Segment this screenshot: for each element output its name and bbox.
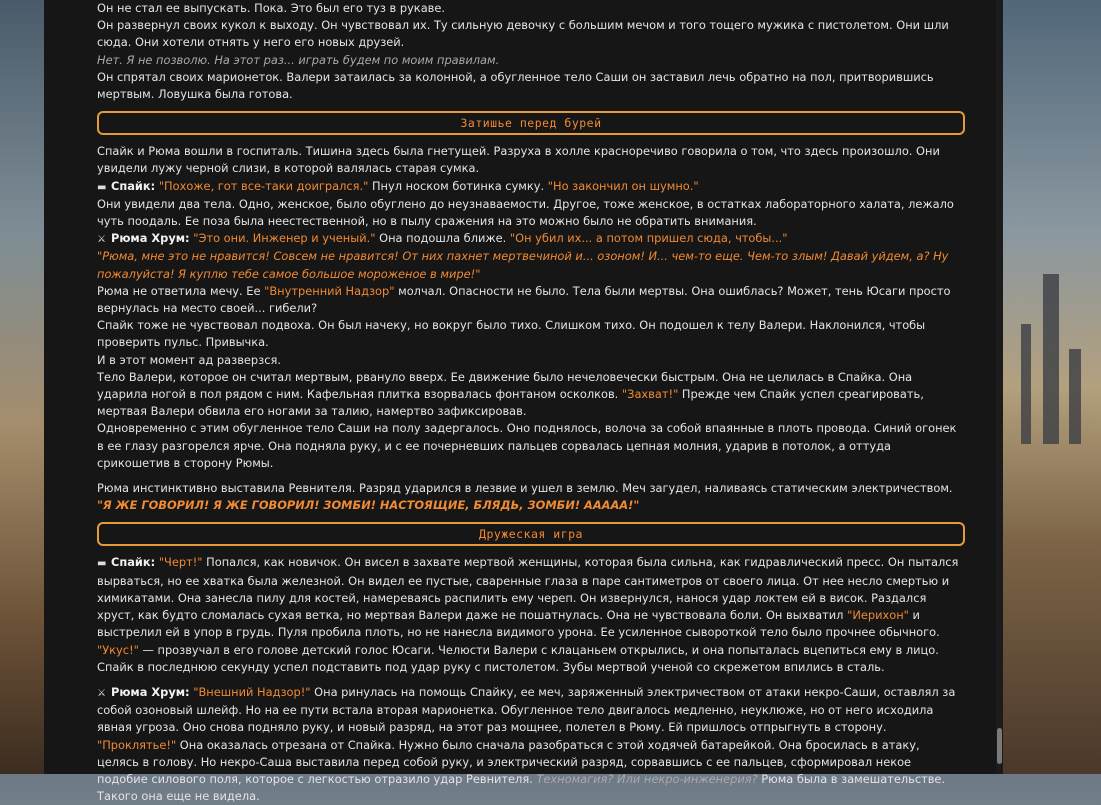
section-header-game (97, 522, 965, 546)
inner-thought: Техномагия? Или некро-инженерия? (536, 771, 758, 786)
speech: "Иерихон" (847, 608, 909, 623)
narration: Рюма была в замешательстве. Такого она еще не видела. (97, 771, 946, 804)
swords-icon: ⚔ (97, 234, 106, 246)
paragraph: Рюма инстинктивно выставила Ревнителя. Разряд ударился в лезвие и ушел в землю. Меч загудел, наливаясь статическим электричеством. (97, 481, 953, 496)
dialogue-paragraph (97, 684, 965, 805)
story-panel (44, 0, 1003, 804)
speech: "Но закончил он шумно." (547, 178, 699, 193)
paragraph: Он развернул своих кукол к выходу. Он чувствовал их. Ту сильную девочку с большим мечом и того тощего мужика с пистолетом. Они шли сюда. Они хотели отнять у него его новых друзей. (97, 18, 949, 50)
narration: Тело Валери, которое он считал мертвым, рвануло вверх. Ее движение было нечеловечески быстрым. Она не целилась в Спайка. Она ударила ногой в пол рядом с ним. Кафельная плитка взорвалась фонтаном осколков. (97, 369, 913, 402)
sword-scream: "Я ЖЕ ГОВОРИЛ! Я ЖЕ ГОВОРИЛ! ЗОМБИ! НАСТОЯЩИЕ, БЛЯДЬ, ЗОМБИ! ААААА!" (97, 498, 640, 513)
gun-icon: ▬ (97, 558, 107, 570)
sword-voice: "Рюма, мне это не нравится! Совсем не нравится! От них пахнет мертвечиной и... озоном! И... чем-то еще. Чем-то злым! Давай уйдем, а? Ну пожалуйста! Я куплю тебе самое большое мороженое в мире!" (97, 249, 949, 281)
paragraph: Он спрятал своих марионеток. Валери затаилась за колонной, а обугленное тело Саши он заставил лечь обратно на пол, притворившись мертвым. Ловушка была готова. (97, 69, 934, 102)
narration: Прежде чем Спайк успел среагировать, мертвая Валери обвила его ногами за талию, намертво зафиксировав. (97, 387, 924, 419)
narration: Она оказалась отрезана от Спайка. Нужно было сначала разобраться с этой ходячей батарейкой. Она бросилась в атаку, целясь в голову. Но некро-Саша выставила перед собой руку, и электрический разряд, сорвавшись с ее пальцев, сформировал некое подобие силового поля, которое с легкостью отразило удар Ревнителя. (97, 737, 920, 786)
dialogue-line (97, 230, 965, 248)
narration: — прозвучал в его голове детский голос Юсаги. Челюсти Валери с клацаньем открылись, и она попыталась вцепиться ему в лицо. Спайк в последнюю секунду успел подставить под удар руку с пистолетом. Зубы мертвой ученой со скрежетом впились в сталь. (97, 642, 939, 674)
narration: Попался, как новичок. Он висел в захвате мертвой женщины, которая была сильна, как гидравлический пресс. Он пытался вырваться, но ее хватка была железной. Он видел ее пустые, сваренные глаза в паре сантиметров от своего лица. От нее несло смертью и химикатами. Она занесла пилу для костей, намереваясь распилить ему череп. Он извернулся, нанося удар локтем ей в висок. Раздался хруст, как будто сломалась сухая ветка, но мертвая Валери даже не пошатнулась. Она не чувствовала боли. Он выхватил (97, 555, 959, 623)
scrollbar-thumb[interactable] (997, 728, 1002, 764)
narration: и выстрелил ей в упор в грудь. Пуля пробила плоть, но не нанесла видимого урона. Ее усиленное сывороткой тело было прочнее обычного. (97, 608, 940, 640)
speaker-name: Спайк: (111, 555, 156, 570)
paragraph: Они увидели два тела. Одно, женское, было обуглено до неузнаваемости. Другое, тоже женское, в остатках лабораторного халата, лежало чуть поодаль. Ее поза была неестественной, но в пылу сражения на это можно было не обратить внимания. (97, 196, 954, 229)
speech: "Он убил их... а потом пришел сюда, чтобы..." (509, 231, 788, 246)
paragraph: Спайк тоже не чувствовал подвоха. Он был начеку, но вокруг было тихо. Слишком тихо. Он подошел к телу Валери. Наклонился, чтобы проверить пульс. Привычка. (97, 318, 926, 350)
speech: "Внутренний Надзор" (264, 283, 395, 298)
dialogue-line (97, 178, 965, 196)
narration: Она ринулась на помощь Спайку, ее меч, заряженный электричеством от атаки некро-Саши, оставлял за собой озоновый шлейф. Но на ее пути встала вторая марионетка. Обугленное тело двигалось медленно, неуклюже, но от него исходила явная угроза. Оно снова подняло руку, и новый разряд, на этот раз мощнее, полетел в Рюму. Ей пришлось отпрыгнуть в сторону. (97, 684, 956, 735)
narration: Пнул носком ботинка сумку. (368, 178, 548, 193)
speaker-name: Рюма Хрум: (111, 231, 190, 246)
paragraph: Он не стал ее выпускать. Пока. Это был его туз в рукаве. (97, 1, 446, 15)
speech: "Захват!" (621, 387, 679, 402)
speech: "Внешний Надзор!" (193, 684, 311, 699)
swords-icon: ⚔ (97, 687, 106, 699)
background-left (0, 0, 44, 774)
section-title: Затишье перед бурей (460, 115, 602, 130)
section-header-calm (97, 111, 965, 135)
dialogue-paragraph (97, 554, 965, 675)
paragraph: И в этот момент ад разверзся. (97, 352, 281, 367)
narration: Она подошла ближе. (375, 231, 510, 246)
narration: молчал. Опасности не было. Тела были мертвы. Она ошиблась? Может, тень Юсаги просто вернулась на место своей... гибели? (97, 283, 951, 316)
section-title: Дружеская игра (479, 526, 583, 541)
scrollbar[interactable] (996, 0, 1003, 774)
speech: "Черт!" (158, 555, 203, 570)
paragraph: Спайк и Рюма вошли в госпиталь. Тишина здесь была гнетущей. Разруха в холле красноречиво говорила о том, что здесь произошло. Они увидели лужу черной слизи, в которой валялась старая сумка. (97, 144, 940, 176)
speech: "Укус!" (97, 642, 139, 657)
speech: "Похоже, гот все-таки доигрался." (158, 178, 369, 193)
narration: Рюма не ответила мечу. Ее (97, 283, 265, 298)
gun-icon: ▬ (97, 181, 107, 193)
speaker-name: Спайк: (111, 178, 156, 193)
story-content (44, 0, 1003, 805)
inner-thought: Нет. Я не позволю. На этот раз... играть будем по моим правилам. (97, 52, 500, 67)
speaker-name: Рюма Хрум: (111, 684, 190, 699)
speech: "Это они. Инженер и ученый." (193, 231, 376, 246)
paragraph (97, 369, 965, 421)
background-right (1003, 0, 1101, 774)
paragraph (97, 283, 965, 317)
speech: "Проклятье!" (97, 737, 177, 752)
paragraph: Одновременно с этим обугленное тело Саши на полу задергалось. Оно поднялось, волоча за собой впаянные в плоть провода. Синий огонек в ее глазу разгорелся ярче. Она подняла руку, и с ее почерневших пальцев сорвалась цепная молния, ударив в потолок, а оттуда срикошетив в сторону Рюмы. (97, 421, 957, 470)
